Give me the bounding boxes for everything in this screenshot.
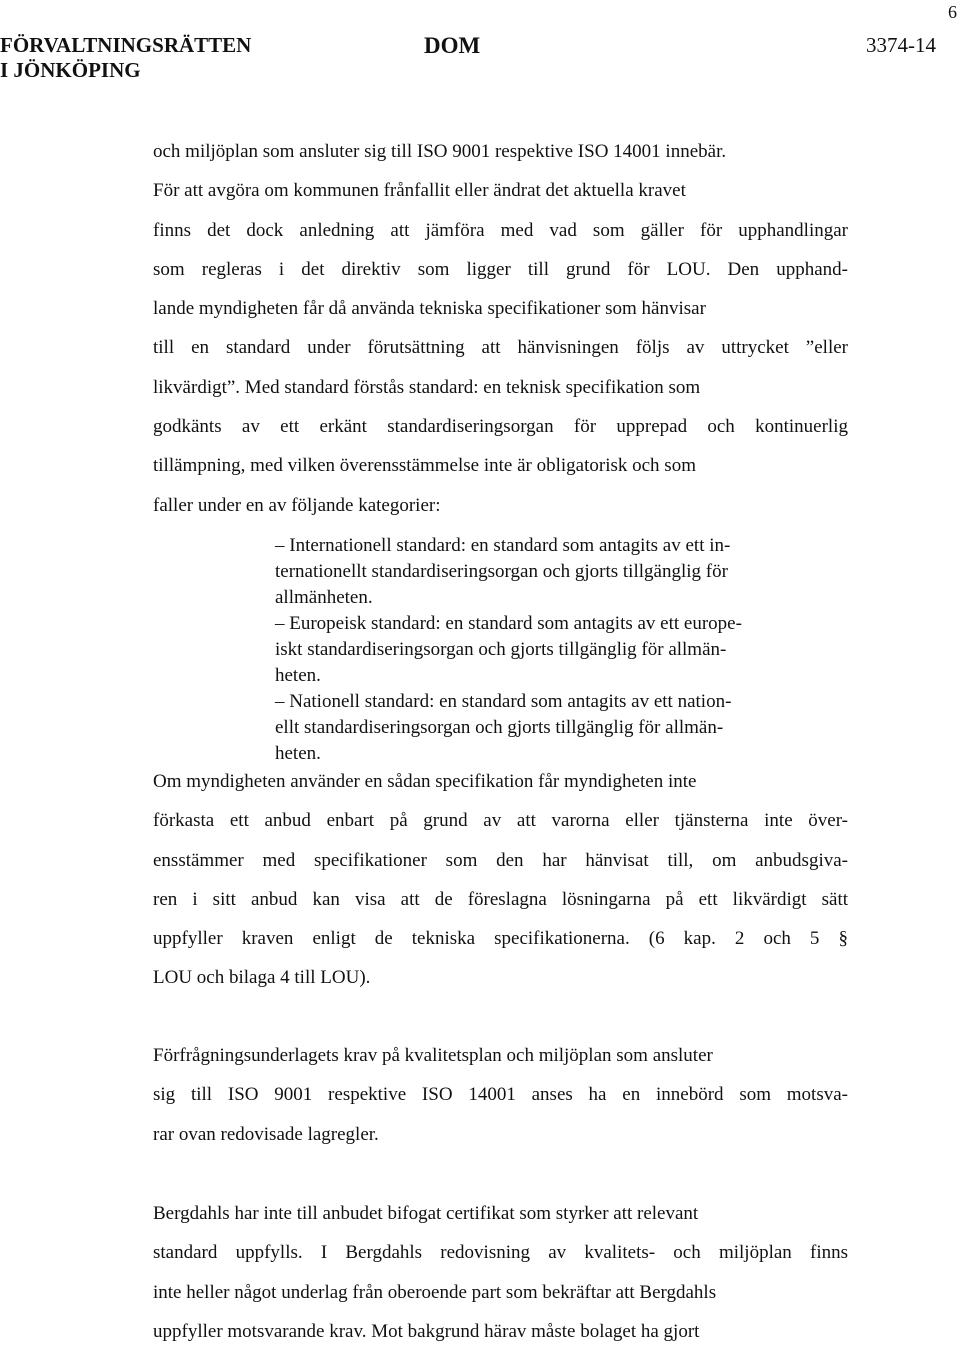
- text-line: Förfrågningsunderlagets krav på kvalitetsplan och miljöplan som ansluter: [153, 1045, 713, 1066]
- document-type: DOM: [424, 33, 481, 58]
- list-line: allmänheten.: [275, 587, 373, 608]
- list-line: ternationellt standardiseringsorgan och gjorts tillgänglig för: [275, 561, 728, 582]
- text-line: Om myndigheten använder en sådan specifikation får myndigheten inte: [153, 771, 697, 792]
- list-line: iskt standardiseringsorgan och gjorts tillgänglig för allmän-: [275, 639, 727, 660]
- text-line: och miljöplan som ansluter sig till ISO 9001 respektive ISO 14001 innebär.: [153, 141, 727, 162]
- text-line: finns det dock anledning att jämföra med vad som gäller för upphandlingar: [153, 219, 848, 241]
- text-line: likvärdigt”. Med standard förstås standard: en teknisk specifikation som: [153, 376, 701, 398]
- paragraph-bergdahls: [153, 1194, 848, 1351]
- text-line: ensstämmer med specifikationer som den har hänvisat till, om anbudsgiva-: [153, 849, 848, 871]
- text-line: uppfyller motsvarande krav. Mot bakgrund härav måste bolaget ha gjort: [153, 1320, 700, 1342]
- court-name-line2: I JÖNKÖPING: [0, 58, 141, 82]
- list-line: – Nationell standard: en standard som antagits av ett nation-: [275, 691, 732, 712]
- text-line: sig till ISO 9001 respektive ISO 14001 anses ha en innebörd som motsva-: [153, 1084, 848, 1106]
- text-line: tillämpning, med vilken överensstämmelse inte är obligatorisk och som: [153, 455, 696, 477]
- page-number: 6: [948, 2, 957, 22]
- text-line: standard uppfylls. I Bergdahls redovisning av kvalitets- och miljöplan finns: [153, 1242, 848, 1264]
- text-line: godkänts av ett erkänt standardiseringsorgan för upprepad och kontinuerlig: [153, 416, 848, 438]
- text-line: uppfyller kraven enligt de tekniska specifikationerna. (6 kap. 2 och 5 §: [153, 928, 848, 950]
- text-line: Bergdahls har inte till anbudet bifogat certifikat som styrker att relevant: [153, 1203, 699, 1224]
- paragraph-specification-rules: [153, 762, 848, 998]
- text-line: lande myndigheten får då använda tekniska specifikationer som hänvisar: [153, 298, 706, 320]
- case-number: 3374-14: [866, 33, 936, 57]
- text-line: inte heller något underlag från oberoende part som bekräftar att Bergdahls: [153, 1281, 717, 1303]
- text-line: För att avgöra om kommunen frånfallit eller ändrat det aktuella kravet: [153, 180, 686, 202]
- list-line: – Europeisk standard: en standard som antagits av ett europe-: [275, 613, 742, 634]
- court-name: [0, 33, 251, 83]
- standard-categories-list: [275, 533, 835, 767]
- text-line: faller under en av följande kategorier:: [153, 494, 441, 516]
- list-line: heten.: [275, 665, 321, 686]
- court-name-line1: FÖRVALTNINGSRÄTTEN: [0, 33, 252, 57]
- text-line: som regleras i det direktiv som ligger till grund för LOU. Den upphand-: [153, 258, 848, 280]
- list-line: – Internationell standard: en standard som antagits av ett in-: [275, 535, 731, 556]
- paragraph-standards-intro: [153, 132, 848, 525]
- text-line: LOU och bilaga 4 till LOU).: [153, 967, 371, 989]
- text-line: ren i sitt anbud kan visa att de föreslagna lösningarna på ett likvärdigt sätt: [153, 888, 848, 910]
- list-line: ellt standardiseringsorgan och gjorts tillgänglig för allmän-: [275, 717, 724, 738]
- paragraph-assessment: [153, 1036, 848, 1154]
- text-line: rar ovan redovisade lagregler.: [153, 1123, 379, 1145]
- text-line: till en standard under förutsättning att hänvisningen följs av uttrycket ”eller: [153, 337, 848, 359]
- text-line: förkasta ett anbud enbart på grund av att varorna eller tjänsterna inte över-: [153, 810, 848, 832]
- list-line: heten.: [275, 743, 321, 764]
